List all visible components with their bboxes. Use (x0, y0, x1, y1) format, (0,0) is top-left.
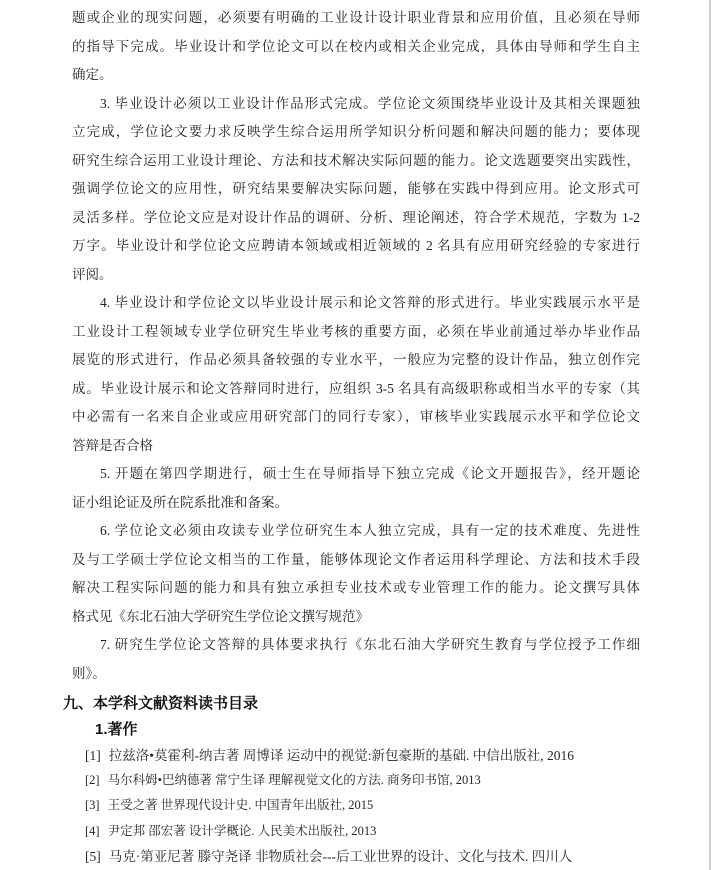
subsection-heading: 1.著作 (95, 721, 138, 738)
paragraph (72, 631, 640, 688)
paragraph (72, 90, 640, 290)
reference-text: 马克·第亚尼著 滕守尧译 非物质社会---后工业世界的设计、文化与技术. 四川人 (108, 848, 573, 864)
paragraph (72, 517, 640, 631)
reference-item (85, 844, 640, 869)
text-line: 3. 毕业设计必须以工业设计作品形式完成。学位论文须围绕毕业设计及其相关课题独 (100, 95, 640, 111)
reference-item (85, 768, 640, 793)
text-line: 则》。 (72, 665, 106, 681)
reference-marker: [1] (85, 748, 101, 763)
text-line: 及与工学硕士学位论文相当的工作量，能够体现论文作者运用科学理论、方法和技术手段 (72, 551, 640, 567)
text-line: 中必需有一名来自企业或应用研究部门的同行专家），审核毕业实践展示水平和学位论文 (72, 409, 640, 424)
text-line: 4. 毕业设计和学位论文以毕业设计展示和论文答辩的形式进行。毕业实践展示水平是 (100, 295, 640, 310)
text-line: 的指导下完成。毕业设计和学位论文可以在校内或相关企业完成，具体由导师和学生自主 (72, 38, 640, 54)
reference-marker: [3] (85, 798, 100, 813)
text-line: 研究生综合运用工业设计理论、方法和技术解决实际问题的能力。论文选题要突出实践性， (72, 152, 640, 168)
paragraph (72, 460, 640, 517)
page-edge-line (709, 0, 711, 870)
text-line: 格式见《东北石油大学研究生学位论文撰写规范》 (72, 608, 369, 624)
reference-item (85, 743, 640, 768)
text-line: 7. 研究生学位论文答辩的具体要求执行《东北石油大学研究生教育与学位授予工作细 (100, 637, 640, 652)
paragraph (72, 4, 640, 90)
reference-marker: [4] (85, 823, 100, 838)
reference-list (85, 743, 640, 869)
text-line: 万字。毕业设计和学位论文应聘请本领域或相近领域的 2 名具有应用研究经验的专家进行 (72, 238, 640, 253)
text-line: 题或企业的现实问题，必须要有明确的工业设计设计职业背景和应用价值，且必须在导师 (72, 10, 640, 25)
text-line: 立完成，学位论文要力求反映学生综合运用所学知识分析问题和解决问题的能力；要体现 (72, 124, 640, 139)
paragraph (72, 289, 640, 460)
reference-marker: [2] (85, 773, 100, 788)
text-line: 6. 学位论文必须由攻读专业学位研究生本人独立完成，具有一定的技术难度、先进性 (100, 523, 640, 538)
text-line: 强调学位论文的应用性，研究结果要解决实际问题，能够在实践中得到应用。论文形式可 (72, 181, 640, 196)
text-line: 确定。 (72, 67, 113, 82)
document-content (63, 4, 640, 869)
reference-item (85, 819, 640, 844)
reference-text: 王受之著 世界现代设计史. 中国青年出版社, 2015 (107, 798, 374, 813)
text-line: 证小组论证及所在院系批准和备案。 (72, 494, 288, 510)
text-line: 评阅。 (72, 266, 113, 282)
reference-marker: [5] (85, 848, 101, 864)
reference-text: 马尔科姆•巴纳德著 常宁生译 理解视觉文化的方法. 商务印书馆, 2013 (107, 773, 481, 788)
text-line: 解决工程实际问题的能力和具有独立承担专业技术或专业管理工作的能力。论文撰写具体 (72, 580, 640, 595)
reference-text: 拉兹洛•莫霍利-纳吉著 周博译 运动中的视觉:新包豪斯的基础. 中信出版社, 2016 (108, 748, 574, 763)
text-line: 5. 开题在第四学期进行，硕士生在导师指导下独立完成《论文开题报告》，经开题论 (100, 466, 640, 481)
text-line: 工业设计工程领域专业学位研究生毕业考核的重要方面，必须在毕业前通过举办毕业作品 (72, 323, 640, 339)
text-line: 灵活多样。学位论文应是对设计作品的调研、分析、理论阐述，符合学术规范，字数为 1-2 (72, 209, 640, 225)
document-body (72, 4, 640, 688)
text-line: 成。毕业设计展示和论文答辩同时进行，应组织 3-5 名具有高级职称或相当水平的专家（其 (72, 380, 640, 396)
reference-text: 尹定邦 邵宏著 设计学概论. 人民美术出版社, 2013 (107, 823, 377, 838)
section-heading: 九、本学科文献资料读书目录 (63, 695, 259, 712)
text-line: 展览的形式进行，作品必须具备较强的专业水平，一般应为完整的设计作品，独立创作完 (72, 352, 640, 367)
text-line: 答辩是否合格 (72, 437, 153, 453)
reference-item (85, 793, 640, 818)
